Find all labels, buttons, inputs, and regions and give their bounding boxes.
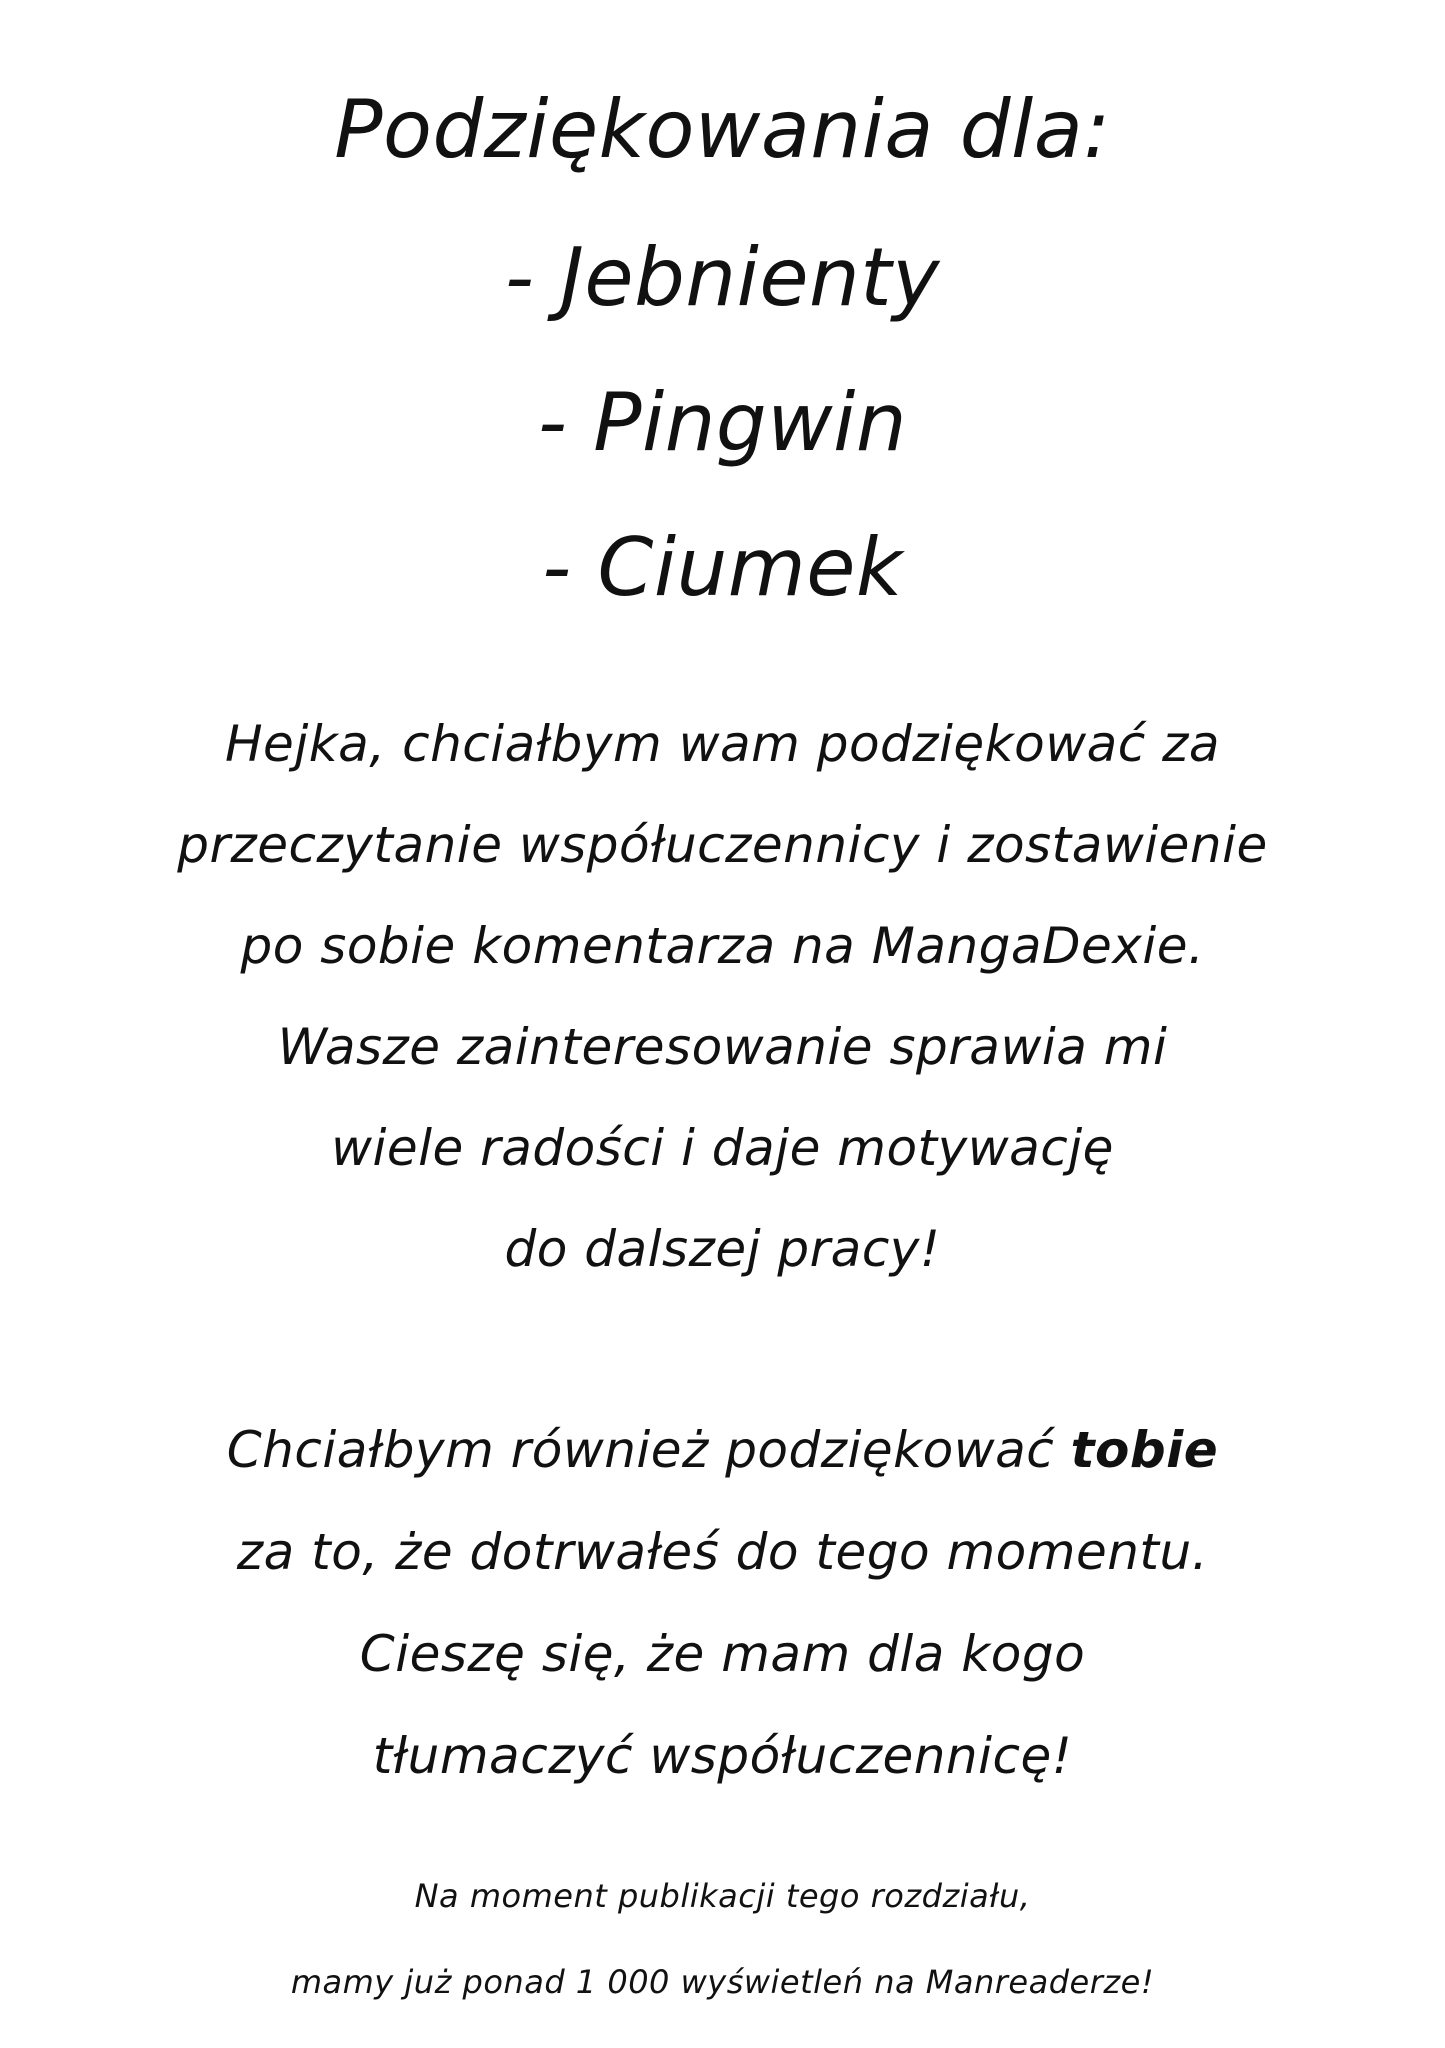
paragraph2-emphasis: tobie xyxy=(1070,1421,1219,1479)
name-jebnienty: - Jebnienty xyxy=(505,231,940,324)
paragraph2-line3: Cieszę się, że mam dla kogo xyxy=(359,1625,1086,1683)
footnote-line2: mamy już ponad 1 000 wyświetleń na Manreaderze! xyxy=(290,1963,1155,2001)
paragraph2-line1-prefix: Chciałbym również podziękować xyxy=(226,1421,1071,1479)
paragraph2-line2: za to, że dotrwałeś do tego momentu. xyxy=(236,1523,1209,1581)
paragraph1-line2: przeczytanie współuczennicy i zostawienie xyxy=(177,816,1268,874)
footnote-line1: Na moment publikacji tego rozdziału, xyxy=(414,1877,1031,1915)
paragraph1-line5: wiele radości i daje motywację xyxy=(331,1119,1114,1177)
paragraph2-line4: tłumaczyć współuczennicę! xyxy=(372,1727,1073,1785)
paragraph1-line1: Hejka, chciałbym wam podziękować za xyxy=(224,715,1221,773)
name-pingwin: - Pingwin xyxy=(537,376,908,469)
page-title: Podziękowania dla: xyxy=(334,83,1111,176)
paragraph1-line6: do dalszej pracy! xyxy=(504,1220,941,1278)
paragraph2-line1 xyxy=(0,1415,1445,1485)
paragraph1-line4: Wasze zainteresowanie sprawia mi xyxy=(277,1018,1168,1076)
paragraph1-line3: po sobie komentarza na MangaDexie. xyxy=(240,917,1205,975)
name-ciumek: - Ciumek xyxy=(542,521,903,614)
